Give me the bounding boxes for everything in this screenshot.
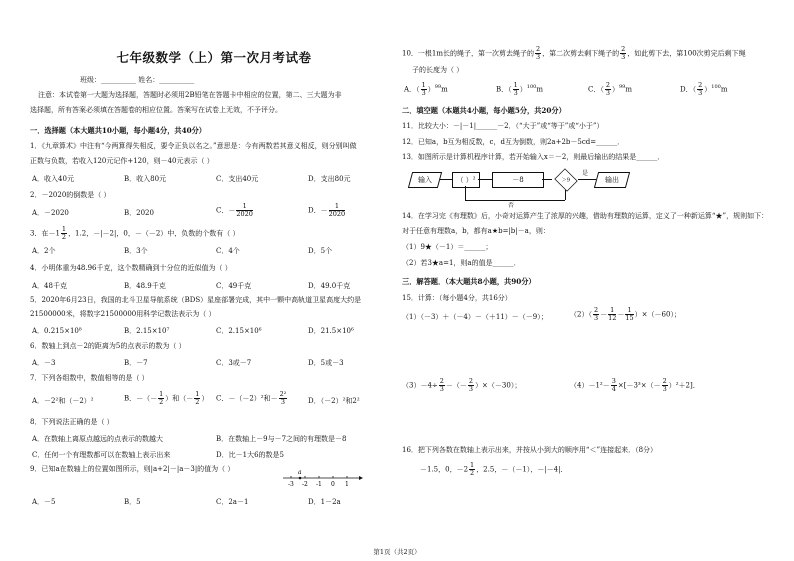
section-2-heading: 二．填空题（本题共4小题，每小题5分，共20分） [402, 106, 566, 115]
q12-stem: 12．已知a，b互为相反数，c，d互为倒数，则2a+2b－5cd=______． [402, 138, 625, 146]
q9-number-line [283, 468, 363, 490]
page-footer: 第1页（共2页） [373, 548, 421, 556]
q5-line-1: 5．2020年6月23日，我国的北斗卫星导航系统（BDS）星座部署完成，其中一颗中高轨道卫星高度大约是 [30, 296, 362, 304]
flow-yes-label: 是 [582, 170, 589, 177]
flow-output-box: 输出 [594, 172, 630, 188]
q6-stem: 6．数轴上到点－2的距离为5的点表示的数为（ ） [30, 342, 186, 350]
q1-option-a: A．收入40元 [32, 175, 74, 183]
q4-option-b: B．48.9千克 [124, 282, 166, 290]
q4-option-a: A．48千克 [32, 282, 67, 290]
q3-option-c: C．4个 [216, 247, 240, 255]
q9-option-b: B．5 [124, 498, 141, 506]
q10-option-d: D．（ $\frac{2}{3}$ ）$^{100}$m [680, 81, 728, 97]
q2-option-a: A．－2020 [32, 209, 69, 217]
q7-option-a: A．－2²和（－2）² [32, 397, 94, 405]
notice-line-2: 选择题，所有答案必须填在答题卷的相应位置。答案写在试卷上无效，不予评分。 [30, 106, 282, 114]
q15-part-2: （2）（ $\frac{2}{3}$ － $\frac{1}{12}$ － $\frac{1}{15}$ ）×（－60）； [570, 306, 681, 322]
q5-option-b: B．2.15×10⁷ [124, 327, 170, 335]
flow-multiply-box: －8 [492, 172, 544, 188]
q6-option-c: C．3或－7 [216, 359, 252, 367]
q15-part-1: （1）（－3）＋（－4）－（＋11）－（－9）； [402, 313, 548, 321]
q8-option-d: D．比－1大6的数是5 [216, 451, 284, 459]
q5-option-d: D．21.5×10⁶ [308, 327, 354, 335]
q13-flowchart [408, 168, 648, 212]
q7-option-d: D．（－2）²和2² [308, 397, 360, 405]
q8-option-b: B．在数轴上－9与－7之间的有理数是－8 [216, 435, 347, 443]
q9-stem: 9．已知a在数轴上的位置如图所示，则|a+2|－|a－3|的值为（ ） [30, 465, 235, 473]
q9-option-c: C．2a－1 [216, 498, 249, 506]
q5-option-c: C．2.15×10⁶ [216, 327, 262, 335]
q1-option-c: C．支出40元 [216, 175, 259, 183]
q4-stem: 4．小明体重为48.96千克，这个数精确到十分位的近似值为（ ） [30, 264, 232, 272]
q3-stem: 3．在－1 $\frac{1}{2}$ ，1.2，－|－2|，0，－（－2）中，负数的个数有（ ） [30, 225, 240, 241]
q14-part-2: （2）若3★a=1，则a的值是______． [402, 259, 521, 267]
q2-stem: 2．－2020的倒数是（ ） [30, 191, 111, 199]
q6-option-d: D．5或－3 [308, 359, 344, 367]
flow-condition-diamond: ＞9 [554, 168, 577, 191]
q15-stem: 15．计算：（每小题4分，共16分） [402, 294, 512, 302]
q8-stem: 8．下列说法正确的是（ ） [30, 418, 114, 426]
page-title: 七年级数学（上）第一次月考试卷 [116, 50, 312, 65]
q10-option-c: C．（ $\frac{2}{3}$ ）$^{99}$m [588, 81, 633, 97]
q14-part-1: （1）9★（－1）＝______； [402, 243, 493, 251]
numline-point-label: a [298, 469, 302, 476]
flow-arrow [440, 179, 452, 180]
q3-option-a: A．2个 [32, 247, 56, 255]
section-1-heading: 一．选择题（本大题共10小题，每小题4分，共40分） [30, 126, 206, 135]
q10-option-b: B．（ $\frac{1}{3}$ ）$^{100}$m [496, 81, 543, 97]
q10-line-2: 子的长度为（ ） [412, 66, 464, 74]
q9-option-d: D．1－2a [308, 498, 341, 506]
q4-option-c: C．49千克 [216, 282, 252, 290]
student-info: 班级：__________ 姓名：__________ [80, 76, 195, 84]
q10-line-1: 10．一根1m长的绳子，第一次剪去绳子的 $\frac{2}{3}$ ，第二次剪去剩下绳子的 $\frac{2}{3}$ ，如此剪下去，第100次剪完后剩下绳 [402, 45, 746, 61]
q7-option-b: B．－（－ $\frac{1}{2}$ ）和（－ $\frac{1}{2}$ ） [124, 390, 209, 406]
q1-option-d: D．支出80元 [308, 175, 351, 183]
q8-option-a: A．在数轴上离原点越远的点表示的数越大 [32, 435, 164, 443]
flow-square-box: （ ）² [452, 172, 480, 188]
q16-stem: 16．把下列各数在数轴上表示出来，并按从小到大的顺序用“＜”连接起来．（8分） [402, 446, 658, 454]
q11-stem: 11．比较大小：－|－1|______－2．（“大于”或“等于”或“小于”） [402, 122, 604, 130]
svg-text:0: 0 [331, 481, 335, 488]
q14-line-2: 对于任意有理数a，b，都有a★b=|b|－a，则： [402, 227, 550, 235]
q7-stem: 7．下列各组数中，数值相等的是（ ） [30, 374, 149, 382]
q7-option-c: C．－（－2）²和－ $\frac{\text{2²}}{3}$ [216, 390, 287, 406]
q8-option-c: C．任何一个有理数都可以在数轴上表示出来 [32, 451, 171, 459]
notice-line-1: 注意：本试卷第一大题为选择题，答题时必须用2B铅笔在答题卡中相应的位置，第二、三大题为非 [38, 91, 342, 99]
flow-no-label: 否 [508, 202, 515, 209]
q2-option-c: C．－ $\frac{1}{2020}$ [216, 202, 253, 218]
q5-option-a: A．0.215×10⁸ [32, 327, 82, 335]
q14-line-1: 14．在学习完《有理数》后，小奇对运算产生了浓厚的兴趣，借助有理数的运算，定义了一种新运算“★”，规则如下： [402, 212, 769, 220]
q1-line-1: 1．《九章算术》中注有“今两算得失相反，要令正负以名之。”意思是：今有两数若其意义相反，则分别叫做 [30, 142, 357, 150]
q1-line-2: 正数与负数，若收入120元记作+120，则－40元表示（ ） [30, 157, 214, 165]
svg-text:1: 1 [345, 481, 349, 488]
q6-option-b: B．－7 [124, 359, 148, 367]
q2-option-b: B．2020 [124, 209, 154, 217]
svg-text:-1: -1 [316, 481, 322, 488]
q3-option-b: B．3个 [124, 247, 148, 255]
q16-numbers: －1.5，0，－2 $\frac{1}{2}$ ，2.5，－（－1），－|－4|． [420, 461, 568, 477]
section-3-heading: 三．解答题．（本大题共8小题，共90分） [402, 277, 536, 286]
svg-text:-2: -2 [302, 481, 308, 488]
q1-option-b: B．收入80元 [124, 175, 167, 183]
svg-text:-3: -3 [288, 481, 294, 488]
flow-input-box: 输入 [408, 172, 442, 188]
q3-option-d: D．5个 [308, 247, 333, 255]
q5-line-2: 21500000米，将数字21500000用科学记数法表示为（ ） [30, 310, 216, 318]
q9-option-a: A．－5 [32, 498, 56, 506]
q4-option-d: D．49.0千克 [308, 282, 351, 290]
q15-part-4: （4）－1²－ $\frac{3}{4}$ ×[－3³×（－ $\frac{2}{3}$ ）²＋2]． [570, 377, 700, 393]
q2-option-d: D．－ $\frac{1}{2020}$ [308, 202, 346, 218]
q15-part-3: （3）－4÷ $\frac{2}{3}$ －（－ $\frac{2}{3}$ ）×（－30）； [402, 377, 522, 393]
q13-stem: 13．如图所示是计算机程序计算，若开始输入x＝－2，则最后输出的结果是______． [402, 153, 665, 161]
q10-option-a: A．（ $\frac{1}{3}$ ）$^{99}$m [404, 81, 448, 97]
q6-option-a: A．－3 [32, 359, 56, 367]
